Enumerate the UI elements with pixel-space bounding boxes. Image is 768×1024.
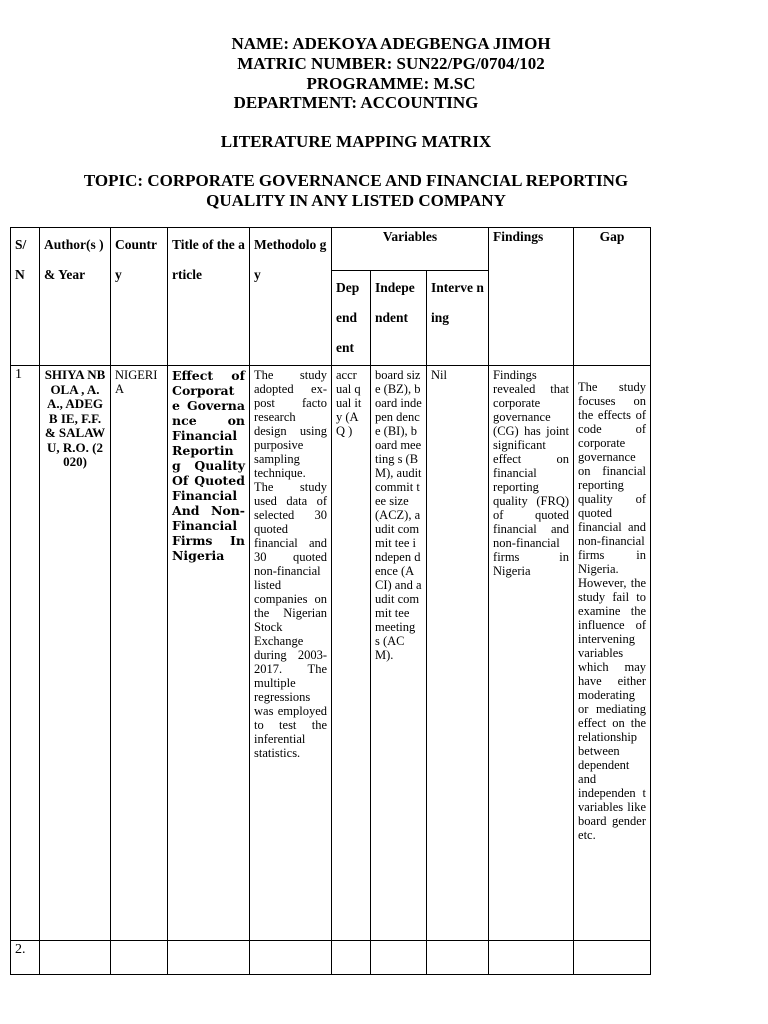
header-authors: Author(s ) & Year [40,228,111,366]
row-authors [40,941,111,975]
header-intervening: Interve ning [427,271,489,366]
header-variables: Variables [332,228,489,271]
row-methodology [250,941,332,975]
row-country [111,941,168,975]
table-row [11,941,651,975]
student-name: NAME: ADEKOYA ADEGBENGA JIMOH [231,34,551,53]
row-authors: SHIYA NBOLA , A. A., ADEGB IE, F.F. & SALAW U, R.O. (2020) [40,366,111,941]
row-sn: 2. [11,941,40,975]
row-sn: 1 [11,366,40,941]
document-title: LITERATURE MAPPING MATRIX [220,132,492,151]
header-title: Title of the article [168,228,250,366]
header-row [11,228,651,271]
row-title [168,941,250,975]
literature-matrix-table [10,227,651,975]
row-independent: board size (BZ), board indepen dence (BI), board meeting s (BM), audit commit tee size (ACZ), audit commit tee indepen dence (ACI) and audit commit tee meeting s (ACM). [371,366,427,941]
topic-line-1: TOPIC: CORPORATE GOVERNANCE AND FINANCIAL REPORTING [83,171,629,190]
header-dependent: Dep end ent [332,271,371,366]
row-methodology: The study adopted ex-post facto research design using purposive sampling technique. The study used data of selected 30 quoted financial and 30 quoted non-financial listed companies on the Nigerian Stock Exchange during 2003-2017. The multiple regressions was employed to test the inferential statistics. [250,366,332,941]
matric-number: MATRIC NUMBER: SUN22/PG/0704/102 [237,54,545,73]
row-findings: Findings revealed that corporate governance (CG) has joint significant effect on financial reporting quality (FRQ) of quoted financial and non-financial firms in Nigeria [489,366,574,941]
row-intervening: Nil [427,366,489,941]
row-title: Effect of Corporat e Governa nce on Financial Reportin g Quality Of Quoted Financial And Non-Financial Firms In Nigeria [168,366,250,941]
header-independent: Indepe ndent [371,271,427,366]
header-gap: Gap [574,228,651,366]
row-dependent: accr ual qual ity (AQ ) [332,366,371,941]
header-findings: Findings [489,228,574,366]
row-gap: The study focuses on the effects of code of corporate governance on financial reporting quality of quoted financial and non-financial firms in Nigeria. However, the study fail to examine the influence of intervening variables which may have either moderating or mediating effect on the relationship between dependent and independen t variables like board gender etc. [574,366,651,941]
table-row [11,366,651,941]
department: DEPARTMENT: ACCOUNTING [233,93,479,112]
topic-line-2: QUALITY IN ANY LISTED COMPANY [206,191,506,210]
row-intervening [427,941,489,975]
header-country: Countr y [111,228,168,366]
row-gap [574,941,651,975]
row-dependent [332,941,371,975]
row-findings [489,941,574,975]
row-country: NIGERI A [111,366,168,941]
header-sn: S/ N [11,228,40,366]
row-independent [371,941,427,975]
header-methodology: Methodolo gy [250,228,332,366]
programme: PROGRAMME: M.SC [306,74,476,93]
